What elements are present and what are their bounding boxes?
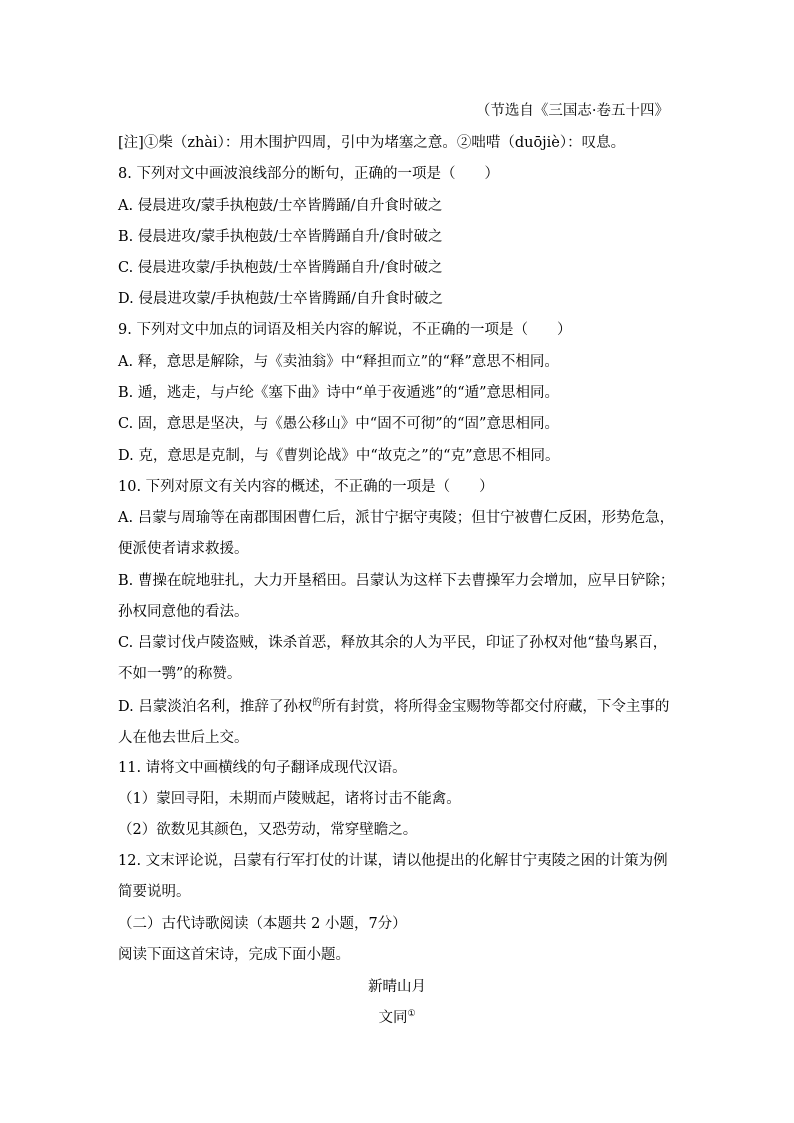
question-9-stem: 9. 下列对文中加点的词语及相关内容的解说，不正确的一项是（ ） — [118, 322, 572, 338]
question-11-sentence-2: （2）欲数见其颜色，又恐劳动，常穿壁瞻之。 — [118, 822, 418, 838]
question-8-option-b: B. 侵晨进攻/蒙手执枹鼓/士卒皆腾踊自升/食时破之 — [118, 229, 443, 245]
author-footnote-mark: ① — [407, 1009, 416, 1020]
question-10-option-b: B. 曹操在皖地驻扎，大力开垦稻田。吕蒙认为这样下去曹操军力会增加，应早日铲除；孙权同意他的看法。 — [118, 573, 675, 620]
question-9-option-b: B. 遁，逃走，与卢纶《塞下曲》诗中“单于夜遁逃”的“遁”意思相同。 — [118, 385, 560, 401]
question-9-option-c: C. 固，意思是坚决，与《愚公移山》中“固不可彻”的“固”意思相同。 — [118, 416, 559, 432]
poem-title: 新晴山月 — [368, 979, 426, 995]
question-8-stem: 8. 下列对文中画波浪线部分的断句，正确的一项是（ ） — [118, 166, 499, 182]
question-9-option-a: A. 释，意思是解除，与《卖油翁》中“释担而立”的“释”意思不相同。 — [118, 354, 559, 370]
question-11-stem: 11. 请将文中画横线的句子翻译成现代汉语。 — [118, 760, 407, 776]
question-10-option-a: A. 吕蒙与周瑜等在南郡围困曹仁后，派甘宁据守夷陵；但甘宁被曹仁反困，形势危急，便派使者请求救援。 — [118, 510, 675, 557]
source-citation: （节选自《三国志·卷五十四》 — [475, 103, 669, 119]
option-d-text-2: 所有封赏，将所得金宝赐物等都交付府藏，下令主事的人在他去世后上交。 — [118, 699, 670, 746]
option-d-text-1: D. 吕蒙淡泊名利，推辞了孙权 — [118, 699, 313, 715]
question-10-stem: 10. 下列对原文有关内容的概述，不正确的一项是（ ） — [118, 479, 494, 495]
question-8-option-a: A. 侵晨进攻/蒙手执枹鼓/士卒皆腾踊/自升食时破之 — [118, 198, 443, 214]
poem-author — [0, 1008, 794, 1028]
question-10-option-d — [118, 692, 678, 754]
question-8-option-c: C. 侵晨进攻蒙/手执枹鼓/士卒皆腾踊自升/食时破之 — [118, 260, 443, 276]
option-d-superscript: 的 — [312, 698, 322, 709]
section-2-intro: 阅读下面这首宋诗，完成下面小题。 — [118, 947, 350, 963]
question-11-sentence-1: （1）蒙回寻阳，未期而卢陵贼起，诸将讨击不能禽。 — [118, 791, 461, 807]
question-10-option-c: C. 吕蒙讨伐卢陵盗贼，诛杀首恶，释放其余的人为平民，印证了孙权对他“蛰鸟累百，不如一鹗”的称赞。 — [118, 635, 668, 682]
question-8-option-d: D. 侵晨进攻蒙/手执枹鼓/士卒皆腾踊/自升食时破之 — [118, 291, 443, 307]
question-12-stem: 12. 文末评论说，吕蒙有行军打仗的计谋，请以他提出的化解甘宁夷陵之困的计策为例简要说明。 — [118, 853, 668, 900]
question-9-option-d: D. 克，意思是克制，与《曹刿论战》中“故克之”的“克”意思不相同。 — [118, 448, 560, 464]
annotation-note: [注]①柴（zhài）：用木围护四周，引中为堵塞之意。②咄唶（duōjiè）：叹息。 — [118, 135, 626, 151]
section-2-heading: （二）古代诗歌阅读（本题共 2 小题，7分） — [118, 916, 407, 932]
author-name: 文同 — [378, 1010, 408, 1026]
